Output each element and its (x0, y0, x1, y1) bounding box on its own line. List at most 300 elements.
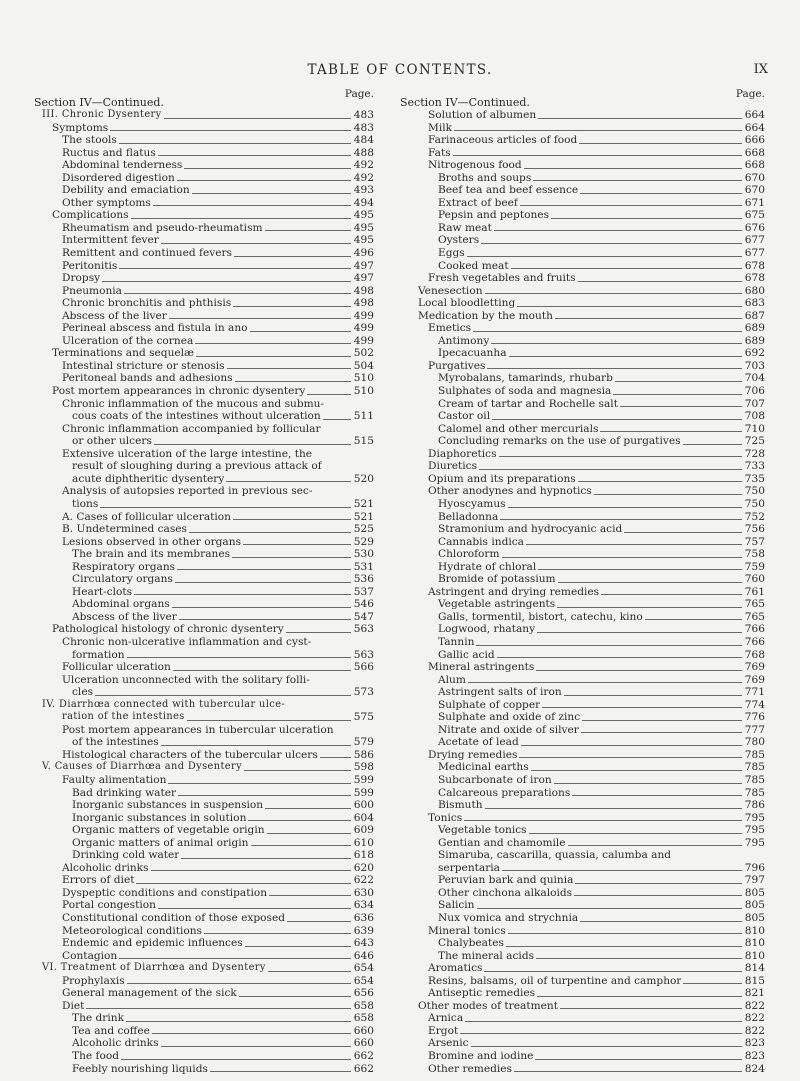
toc-entries (34, 109, 374, 1075)
toc-page-number: 536 (353, 573, 374, 586)
toc-entry (400, 937, 765, 950)
toc-entry (34, 1050, 374, 1063)
toc-page-number: 600 (353, 799, 374, 812)
leader-line (575, 883, 741, 884)
leader-line (582, 720, 742, 721)
toc-page-number: 660 (353, 1037, 374, 1050)
toc-entry (400, 109, 765, 122)
toc-page-number: 622 (353, 874, 374, 887)
toc-entry (400, 561, 765, 574)
toc-page-number: 579 (353, 736, 374, 749)
toc-entry-title: Bromide of potassium (438, 573, 556, 586)
toc-entry (34, 774, 374, 787)
toc-entry-title: Fresh vegetables and fruits (428, 272, 576, 285)
leader-line (86, 1008, 350, 1009)
toc-entry-title: Complications (52, 209, 129, 222)
toc-page-number: 710 (744, 422, 765, 435)
leader-line (568, 845, 742, 846)
toc-entry-title: Peruvian bark and quinia (438, 874, 574, 887)
toc-entry (34, 623, 374, 636)
toc-entry (400, 134, 765, 147)
leader-line (533, 180, 742, 181)
toc-entry (400, 511, 765, 524)
leader-line (581, 732, 742, 733)
toc-entry-title: cles (72, 686, 94, 699)
toc-page-number: 664 (744, 109, 765, 121)
toc-entry (34, 573, 374, 586)
leader-line (558, 582, 742, 583)
column-header (400, 88, 765, 109)
toc-page-number: 677 (744, 234, 765, 247)
toc-entry-title: Mineral tonics (428, 924, 506, 937)
toc-entry-title: The drink (72, 1012, 125, 1025)
toc-entry (400, 184, 765, 197)
toc-entry-title: Ipecacuanha (438, 347, 507, 360)
toc-entry (34, 724, 374, 737)
toc-page-number: 752 (744, 510, 765, 523)
toc-entry-title: Nux vomica and strychnia (438, 912, 579, 924)
toc-page-number: 670 (744, 184, 765, 197)
leader-line (499, 456, 742, 457)
toc-entry (400, 385, 765, 398)
toc-entry-title: serpentaria (438, 861, 500, 874)
toc-entry-title: Ulceration unconnected with the solitary folli- (62, 673, 310, 686)
toc-page-number: 765 (744, 598, 765, 611)
leader-line (554, 783, 742, 784)
toc-entry (34, 862, 374, 875)
toc-page-number: 494 (353, 196, 374, 209)
toc-entry-title: Analysis of autopsies reported in previous sec- (62, 485, 313, 498)
toc-entry (34, 297, 374, 310)
leader-line (485, 293, 742, 294)
toc-entry-title: Aromatics (428, 962, 483, 975)
toc-entry-title: Abdominal tenderness (62, 159, 183, 172)
leader-line (192, 193, 351, 194)
toc-entry (34, 197, 374, 210)
toc-entry-title: Extensive ulceration of the large intestine, the (62, 447, 313, 460)
toc-page-number: 499 (353, 322, 374, 335)
leader-line (580, 921, 742, 922)
leader-line (538, 118, 742, 119)
leader-line (158, 155, 351, 156)
toc-entry (400, 536, 765, 549)
toc-entry (34, 661, 374, 674)
toc-entry (400, 912, 765, 925)
leader-line (119, 143, 351, 144)
toc-page-number: 646 (353, 949, 374, 962)
toc-page-number: 757 (744, 535, 765, 548)
toc-entry (34, 987, 374, 1000)
toc-entry (34, 147, 374, 160)
toc-page-number: 675 (744, 209, 765, 222)
toc-page-number: 676 (744, 221, 765, 234)
toc-entry (400, 736, 765, 749)
leader-line (557, 607, 742, 608)
toc-entry-title: Local bloodletting (418, 297, 516, 310)
page-column-label: Page. (735, 88, 765, 100)
toc-page-number: 599 (353, 786, 374, 799)
toc-entry (400, 498, 765, 511)
leader-line (102, 281, 351, 282)
toc-entry (34, 234, 374, 247)
toc-entry-title: Arsenic (428, 1037, 469, 1050)
leader-line (232, 557, 351, 558)
toc-page-number: 656 (353, 987, 374, 1000)
toc-entry-title: The food (72, 1050, 119, 1063)
toc-entry-title: V. Causes of Diarrhœa and Dysentery (42, 761, 243, 773)
leader-line (151, 870, 351, 871)
leader-line (136, 883, 350, 884)
toc-entry (34, 385, 374, 398)
toc-page-number: 769 (744, 673, 765, 686)
leader-line (210, 1071, 351, 1072)
toc-entry (34, 473, 374, 486)
leader-line (226, 481, 350, 482)
toc-page-number: 805 (744, 912, 765, 924)
leader-line (572, 795, 741, 796)
leader-line (161, 745, 351, 746)
toc-entry-title: Opium and its preparations (428, 472, 576, 485)
toc-entry (400, 172, 765, 185)
toc-entry (400, 234, 765, 247)
leader-line (551, 218, 742, 219)
toc-page-number: 488 (353, 146, 374, 159)
leader-line (491, 343, 741, 344)
toc-entry-title: Hyoscyamus (438, 497, 506, 510)
leader-line (177, 180, 351, 181)
leader-line (473, 331, 742, 332)
leader-line (179, 619, 351, 620)
toc-entry-title: formation (72, 648, 125, 661)
toc-entry (400, 711, 765, 724)
leader-line (492, 419, 742, 420)
toc-page-number: 797 (744, 874, 765, 887)
toc-entry-title: Bad drinking water (72, 786, 177, 799)
toc-entry-title: A. Cases of follicular ulceration (62, 510, 231, 523)
toc-entry (34, 109, 374, 122)
toc-page-number: 668 (744, 146, 765, 159)
toc-entry (34, 1000, 374, 1013)
leader-line (502, 557, 742, 558)
toc-entry-title: Calomel and other mercurials (438, 422, 599, 435)
toc-page-number: 502 (353, 347, 374, 360)
toc-entry (34, 586, 374, 599)
toc-page-number: 815 (744, 974, 765, 987)
leader-line (471, 1046, 742, 1047)
toc-entry (400, 699, 765, 712)
toc-entry (400, 862, 765, 875)
toc-entry-title: Resins, balsams, oil of turpentine and camphor (428, 974, 682, 987)
toc-entry (400, 147, 765, 160)
leader-line (524, 168, 742, 169)
leader-line (494, 230, 742, 231)
toc-entry (400, 573, 765, 586)
toc-page-number: 483 (353, 109, 374, 121)
toc-entry (34, 122, 374, 135)
toc-page-number: 824 (744, 1062, 765, 1075)
leader-line (502, 870, 742, 871)
toc-entry-title: Calcareous preparations (438, 786, 571, 799)
toc-entry-title: Inorganic substances in suspension (72, 799, 264, 812)
toc-entry (34, 787, 374, 800)
toc-page-number: 604 (353, 811, 374, 824)
toc-entry (400, 874, 765, 887)
toc-page-number: 759 (744, 560, 765, 573)
toc-entry (400, 285, 765, 298)
toc-page-number: 586 (353, 748, 374, 761)
toc-page-number: 822 (744, 999, 765, 1012)
toc-entry (400, 272, 765, 285)
leader-line (265, 808, 351, 809)
toc-page-number: 498 (353, 284, 374, 297)
toc-entry (400, 1063, 765, 1076)
leader-line (481, 243, 742, 244)
toc-entry (34, 209, 374, 222)
toc-entry (34, 423, 374, 436)
toc-page-number: 598 (353, 761, 374, 774)
toc-entry-title: Vegetable tonics (438, 824, 527, 837)
toc-page-number: 785 (744, 786, 765, 799)
toc-entry-title: Pepsin and peptones (438, 209, 550, 222)
leader-line (235, 381, 351, 382)
toc-entry-title: Galls, tormentil, bistort, catechu, kino (438, 610, 643, 623)
leader-line (537, 632, 742, 633)
toc-entry (400, 611, 765, 624)
toc-entry (400, 209, 765, 222)
leader-line (526, 544, 742, 545)
toc-page-number: 689 (744, 334, 765, 347)
toc-entry-title: Gentian and chamomile (438, 836, 566, 849)
leader-line (497, 657, 742, 658)
toc-entry-title: Chronic non-ulcerative inflammation and cyst- (62, 635, 312, 648)
leader-line (268, 971, 351, 972)
leader-line (485, 808, 742, 809)
leader-line (477, 908, 742, 909)
toc-page-number: 796 (744, 861, 765, 874)
toc-entry-title: Pathological histology of chronic dysentery (52, 623, 284, 636)
toc-entry (400, 410, 765, 423)
leader-line (320, 757, 351, 758)
toc-page-number: 521 (353, 510, 374, 523)
leader-line (555, 318, 742, 319)
toc-page-number: 495 (353, 209, 374, 222)
toc-entry (400, 812, 765, 825)
toc-page-number: 671 (744, 196, 765, 209)
leader-line (227, 368, 351, 369)
toc-entry-title: Heart-clots (72, 585, 133, 598)
toc-entry-title: Prophylaxis (62, 974, 125, 987)
leader-line (508, 507, 742, 508)
leader-line (110, 130, 351, 131)
toc-column-left (34, 88, 374, 1075)
leader-line (234, 256, 351, 257)
toc-entry (34, 498, 374, 511)
toc-entry-title: Abscess of the liver (62, 309, 167, 322)
toc-entry-title: Mineral astringents (428, 661, 535, 674)
toc-page-number: 484 (353, 134, 374, 147)
toc-entry-title: Sulphate and oxide of zinc (438, 711, 581, 724)
toc-page-number: 795 (744, 836, 765, 849)
toc-entry-title: IV. Diarrhœa connected with tubercular ulce- (42, 698, 286, 710)
toc-entry-title: Lesions observed in other organs (62, 535, 242, 548)
toc-entry (34, 824, 374, 837)
toc-page-number: 786 (744, 799, 765, 812)
toc-entry (34, 561, 374, 574)
toc-page-number: 666 (744, 134, 765, 147)
toc-page-number: 497 (353, 272, 374, 285)
toc-page-number: 768 (744, 648, 765, 661)
toc-entry (400, 837, 765, 850)
toc-entry (400, 674, 765, 687)
toc-entry (34, 134, 374, 147)
leader-line (134, 594, 351, 595)
toc-entry-title: Medicinal earths (438, 761, 529, 774)
leader-line (506, 946, 742, 947)
toc-page-number: 658 (353, 999, 374, 1012)
toc-entry (400, 197, 765, 210)
toc-entry-title: Respiratory organs (72, 560, 176, 573)
toc-entry (34, 686, 374, 699)
toc-entry-title: of the intestines (72, 736, 159, 749)
toc-entry-title: Perineal abscess and fistula in ano (62, 322, 248, 335)
toc-page-number: 510 (353, 372, 374, 385)
toc-page-number: 795 (744, 811, 765, 824)
leader-line (95, 695, 351, 696)
section-continued-label: Section IV—Continued. (34, 96, 164, 109)
leader-line (286, 632, 351, 633)
toc-entry (400, 987, 765, 1000)
toc-entry (400, 1012, 765, 1025)
toc-entry (34, 310, 374, 323)
page-title: TABLE OF CONTENTS. (307, 62, 493, 78)
toc-entry (34, 649, 374, 662)
toc-page-number: 810 (744, 924, 765, 937)
toc-entry-title: cous coats of the intestines without ulceration (72, 410, 321, 423)
toc-entry (400, 598, 765, 611)
leader-line (161, 243, 351, 244)
toc-entry-title: Sulphate of copper (438, 698, 541, 711)
toc-page-number: 668 (744, 159, 765, 172)
toc-page-number: 496 (353, 247, 374, 260)
leader-line (538, 569, 742, 570)
toc-entry-title: Other modes of treatment (418, 999, 558, 1012)
leader-line (511, 268, 742, 269)
toc-entry-title: Portal congestion (62, 899, 156, 912)
toc-entry-title: Feebly nourishing liquids (72, 1062, 208, 1075)
toc-page-number: 678 (744, 272, 765, 285)
leader-line (127, 657, 351, 658)
toc-entry-title: Sulphates of soda and magnesia (438, 385, 612, 398)
toc-entry (34, 699, 374, 712)
toc-entry-title: Myrobalans, tamarinds, rhubarb (438, 372, 613, 385)
toc-page-number: 537 (353, 585, 374, 598)
toc-page-number: 785 (744, 748, 765, 761)
toc-entry-title: Logwood, rhatany (438, 623, 536, 636)
leader-line (119, 958, 351, 959)
leader-line (460, 1033, 742, 1034)
toc-entry (400, 824, 765, 837)
toc-entry (400, 1050, 765, 1063)
toc-entry-title: Disordered digestion (62, 171, 175, 184)
leader-line (580, 193, 742, 194)
column-header (34, 88, 374, 109)
toc-page-number: 678 (744, 259, 765, 272)
toc-entry (34, 711, 374, 724)
toc-entry (34, 372, 374, 385)
toc-entry (400, 899, 765, 912)
leader-line (181, 858, 350, 859)
toc-page-number: 620 (353, 861, 374, 874)
leader-line (468, 682, 742, 683)
toc-page-number: 814 (744, 962, 765, 975)
toc-entry-title: Astringent and drying remedies (428, 585, 600, 598)
toc-page-number: 706 (744, 385, 765, 398)
leader-line (484, 971, 741, 972)
toc-entry (400, 523, 765, 536)
leader-line (465, 1021, 742, 1022)
toc-entry-title: Gallic acid (438, 648, 495, 661)
toc-entry-title: Castor oil (438, 410, 491, 423)
leader-line (487, 368, 741, 369)
toc-page-number: 566 (353, 661, 374, 674)
toc-entry (34, 761, 374, 774)
leader-line (158, 908, 351, 909)
toc-entry (400, 649, 765, 662)
toc-entry-title: Milk (428, 121, 453, 134)
toc-entry (34, 335, 374, 348)
toc-entry (400, 310, 765, 323)
toc-page-number: 493 (353, 184, 374, 197)
toc-entry (34, 950, 374, 963)
toc-entry (34, 410, 374, 423)
toc-entry-title: Cannabis indica (438, 535, 524, 548)
leader-line (124, 293, 351, 294)
toc-entry (34, 247, 374, 260)
leader-line (119, 268, 350, 269)
toc-entry (400, 925, 765, 938)
toc-entry-title: Broths and soups (438, 171, 532, 184)
toc-page-number: 497 (353, 259, 374, 272)
toc-page-number: 658 (353, 1012, 374, 1025)
toc-entry-title: Raw meat (438, 221, 492, 234)
toc-entry-title: Beef tea and beef essence (438, 184, 579, 197)
toc-entry (400, 1025, 765, 1038)
toc-page-number: 766 (744, 635, 765, 648)
toc-entry (400, 360, 765, 373)
toc-entry (400, 297, 765, 310)
toc-page-number: 609 (353, 824, 374, 837)
leader-line (476, 645, 741, 646)
toc-entry (34, 975, 374, 988)
toc-entry-title: Inorganic substances in solution (72, 811, 247, 824)
leader-line (594, 494, 742, 495)
toc-page-number: 756 (744, 523, 765, 536)
toc-entry-title: Remittent and continued fevers (62, 247, 232, 260)
leader-line (178, 795, 351, 796)
toc-entry-title: Extract of beef (438, 196, 518, 209)
leader-line (243, 544, 351, 545)
leader-line (154, 444, 351, 445)
leader-line (265, 230, 351, 231)
toc-page-number: 643 (353, 937, 374, 950)
leader-line (620, 406, 742, 407)
leader-line (204, 933, 351, 934)
leader-line (196, 356, 351, 357)
toc-entry-title: Arnica (428, 1012, 464, 1025)
toc-entry-title: or other ulcers (72, 435, 152, 448)
leader-line (184, 168, 350, 169)
leader-line (519, 757, 741, 758)
